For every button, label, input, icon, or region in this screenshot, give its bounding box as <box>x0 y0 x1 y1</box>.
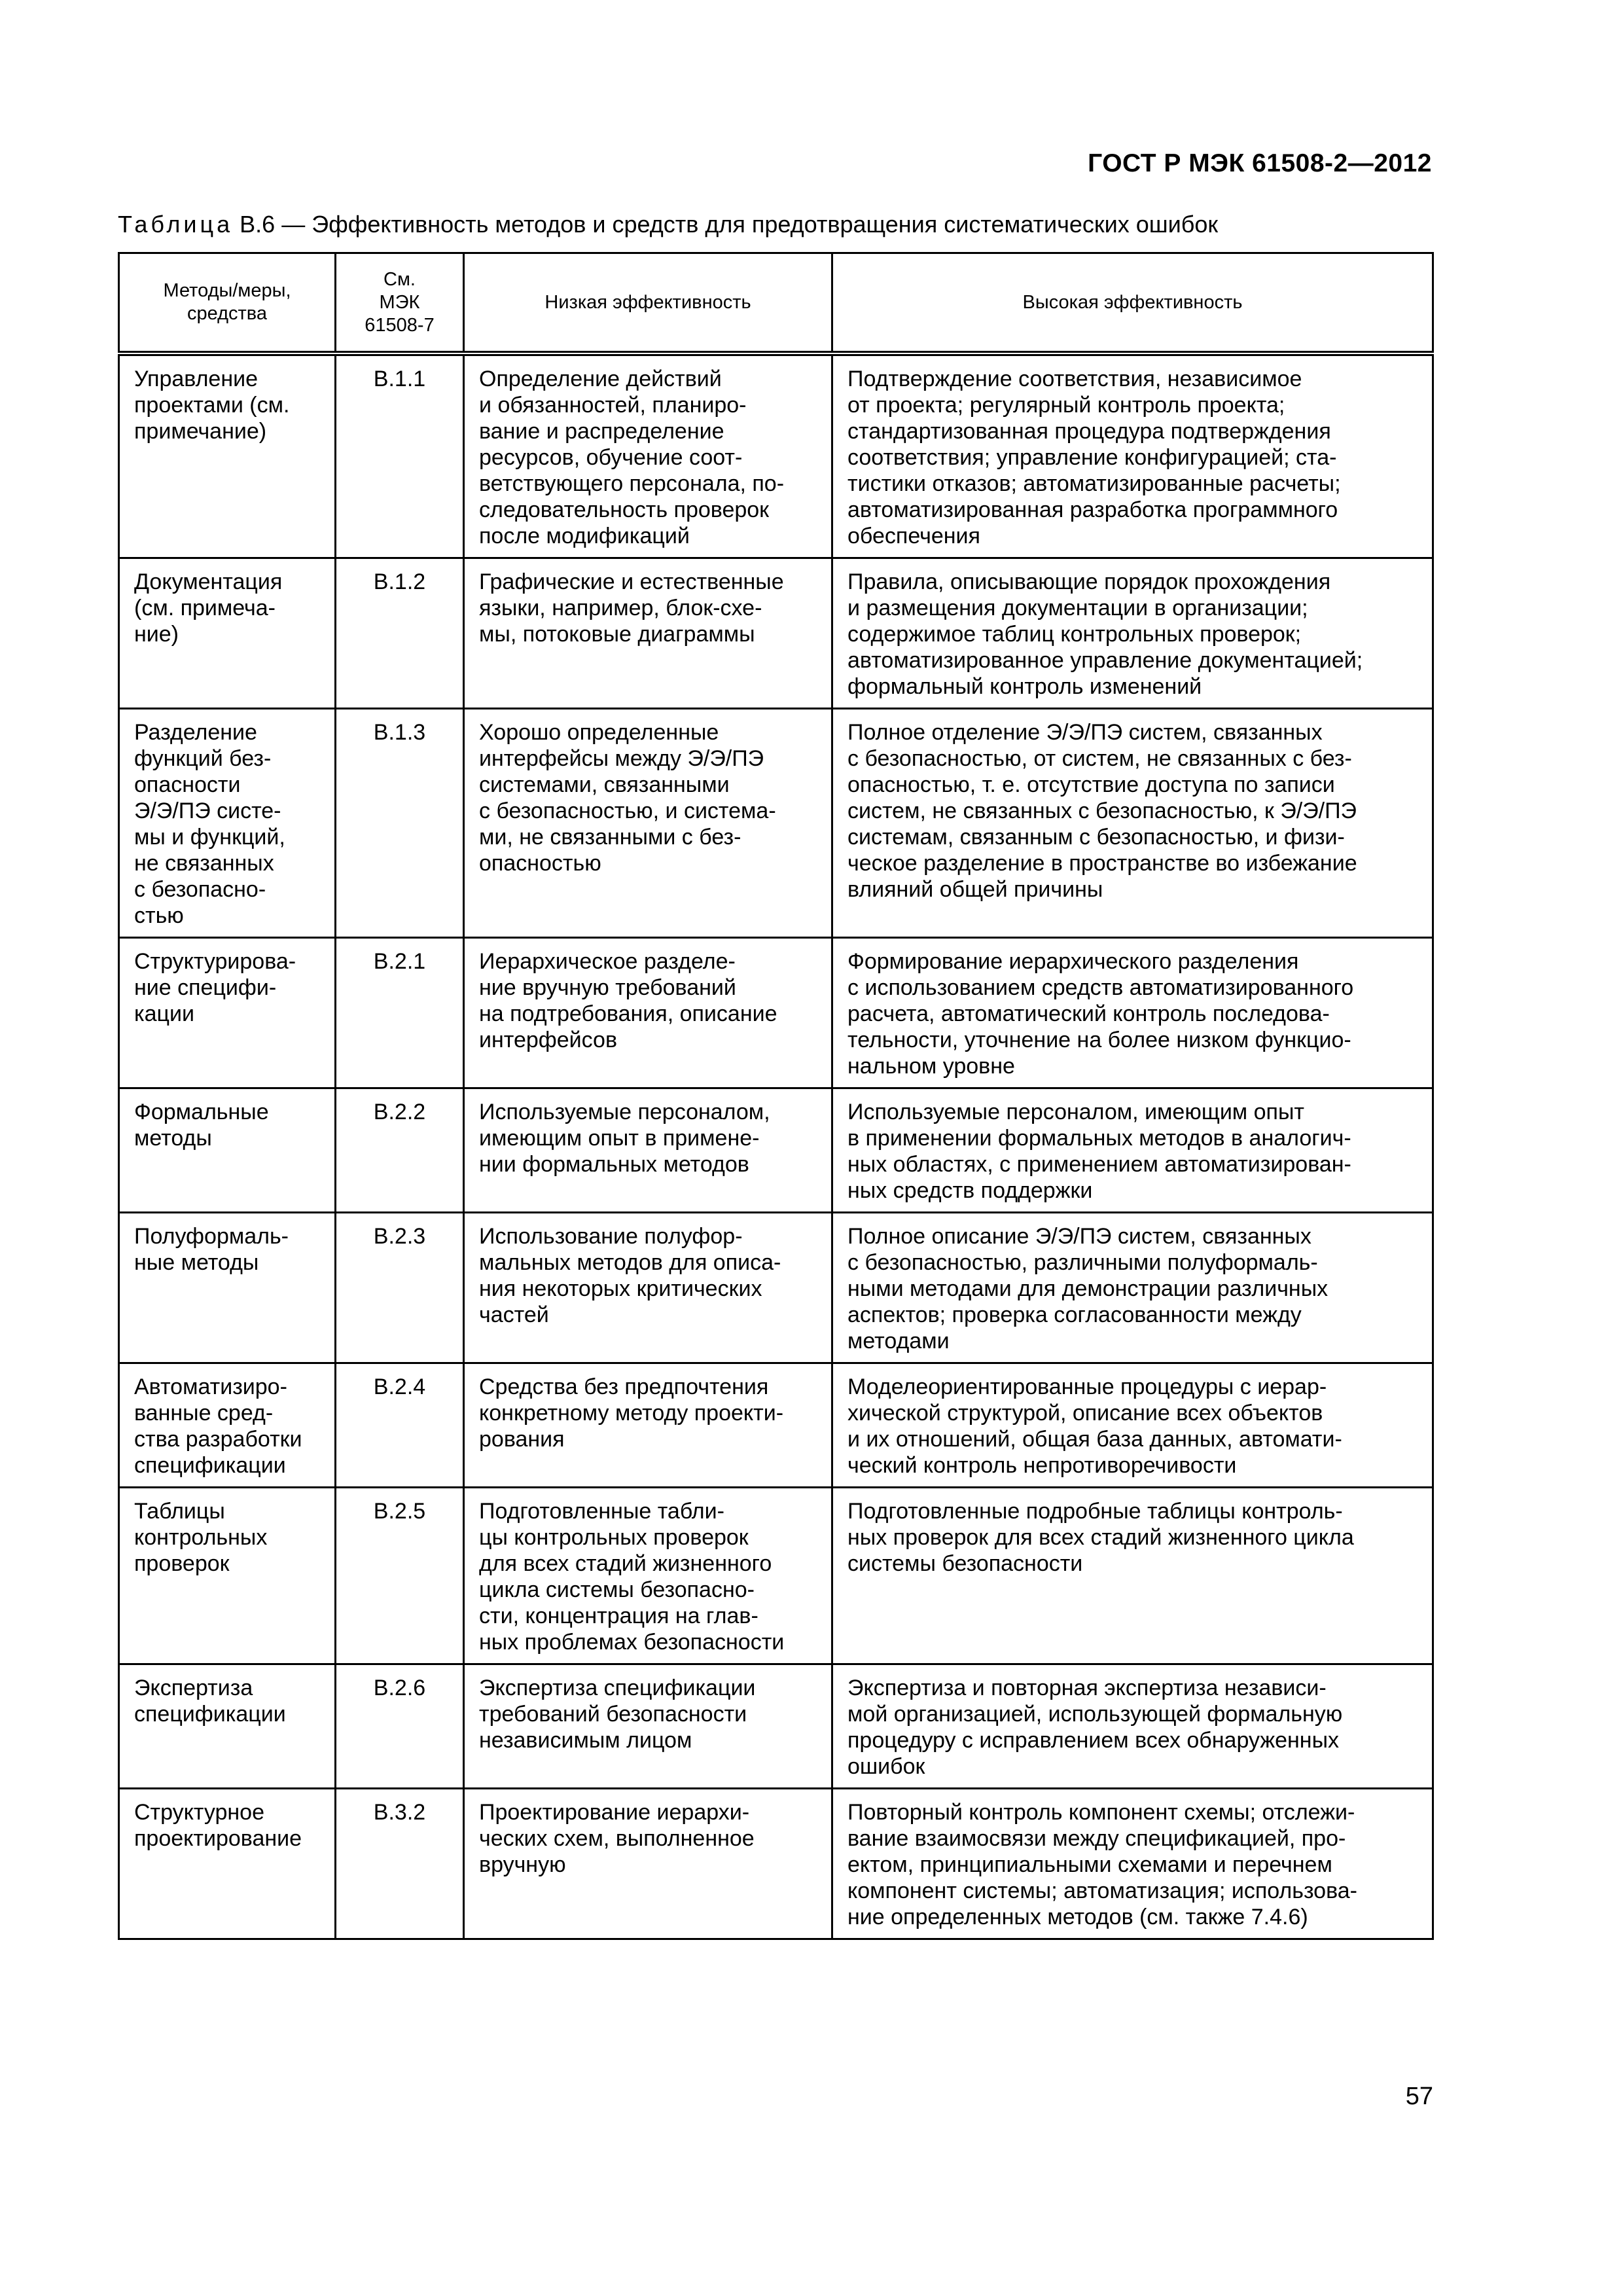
cell-high: Экспертиза и повторная экспертиза независи- мой организацией, использующей формальную процедуру с исправлением всех обнаруженных ошибок <box>832 1664 1433 1789</box>
cell-high: Используемые персоналом, имеющим опыт в применении формальных методов в аналогич- ных областях, с применением автоматизирован- ных средств поддержки <box>832 1088 1433 1213</box>
table-row <box>119 1664 1433 1789</box>
cell-reference: В.2.4 <box>336 1363 464 1488</box>
cell-low: Экспертиза спецификации требований безопасности независимым лицом <box>464 1664 832 1789</box>
cell-high: Полное описание Э/Э/ПЭ систем, связанных с безопасностью, различными полуформаль- ными методами для демонстрации различных аспектов; проверка согласованности между методами <box>832 1213 1433 1363</box>
table-caption-label: Таблица <box>118 211 234 238</box>
table-row <box>119 1363 1433 1488</box>
effectiveness-table <box>118 252 1434 1940</box>
cell-high: Правила, описывающие порядок прохождения и размещения документации в организации; содержимое таблиц контрольных проверок; автоматизированное управление документацией; формальный контроль изменений <box>832 558 1433 709</box>
cell-low: Используемые персоналом, имеющим опыт в примене- нии формальных методов <box>464 1088 832 1213</box>
cell-reference: В.1.2 <box>336 558 464 709</box>
table-row <box>119 709 1433 938</box>
cell-method: Полуформаль- ные методы <box>119 1213 336 1363</box>
header-high-effectiveness: Высокая эффективность <box>832 253 1433 354</box>
cell-low: Проектирование иерархи- ческих схем, выполненное вручную <box>464 1789 832 1939</box>
cell-high: Моделеориентированные процедуры с иерар- хической структурой, описание всех объектов и их отношений, общая база данных, автомати- ческий контроль непротиворечивости <box>832 1363 1433 1488</box>
cell-reference: В.2.6 <box>336 1664 464 1789</box>
cell-reference: В.2.3 <box>336 1213 464 1363</box>
cell-high: Формирование иерархического разделения с использованием средств автоматизированного расчета, автоматический контроль последова- тельности, уточнение на более низком функцио- нальном уровне <box>832 938 1433 1088</box>
header-low-effectiveness: Низкая эффективность <box>464 253 832 354</box>
cell-low: Использование полуфор- мальных методов для описа- ния некоторых критических частей <box>464 1213 832 1363</box>
table-row <box>119 1789 1433 1939</box>
page-number: 57 <box>1405 2083 1433 2110</box>
cell-reference: В.1.1 <box>336 353 464 558</box>
cell-reference: В.1.3 <box>336 709 464 938</box>
table-row <box>119 1488 1433 1664</box>
table-caption <box>118 211 1218 238</box>
cell-method: Автоматизиро- ванные сред- ства разработки спецификации <box>119 1363 336 1488</box>
cell-reference: В.3.2 <box>336 1789 464 1939</box>
cell-method: Документация (см. примеча- ние) <box>119 558 336 709</box>
cell-low: Подготовленные табли- цы контрольных проверок для всех стадий жизненного цикла системы безопасно- сти, концентрация на глав- ных проблемах безопасности <box>464 1488 832 1664</box>
table-row <box>119 353 1433 558</box>
cell-low: Определение действий и обязанностей, планиро- вание и распределение ресурсов, обучение соот- ветствующего персонала, по- следовательность проверок после модификаций <box>464 353 832 558</box>
table-row <box>119 938 1433 1088</box>
cell-reference: В.2.5 <box>336 1488 464 1664</box>
cell-low: Хорошо определенные интерфейсы между Э/Э/ПЭ системами, связанными с безопасностью, и система- ми, не связанными с без- опасностью <box>464 709 832 938</box>
cell-low: Средства без предпочтения конкретному методу проекти- рования <box>464 1363 832 1488</box>
table-row <box>119 558 1433 709</box>
cell-method: Разделение функций без- опасности Э/Э/ПЭ систе- мы и функций, не связанных с безопасно- стью <box>119 709 336 938</box>
cell-high: Подготовленные подробные таблицы контроль- ных проверок для всех стадий жизненного цикла системы безопасности <box>832 1488 1433 1664</box>
cell-reference: В.2.2 <box>336 1088 464 1213</box>
cell-method: Структурирова- ние специфи- кации <box>119 938 336 1088</box>
cell-high: Подтверждение соответствия, независимое от проекта; регулярный контроль проекта; стандартизованная процедура подтверждения соответствия; управление конфигурацией; ста- тистики отказов; автоматизированные расчеты; автоматизированная разработка программного обеспечения <box>832 353 1433 558</box>
header-methods: Методы/меры, средства <box>119 253 336 354</box>
header-reference: См. МЭК 61508-7 <box>336 253 464 354</box>
table-row <box>119 1088 1433 1213</box>
cell-low: Иерархическое разделе- ние вручную требований на подтребования, описание интерфейсов <box>464 938 832 1088</box>
table-header-row <box>119 253 1433 354</box>
cell-method: Управление проектами (см. примечание) <box>119 353 336 558</box>
table-caption-text: В.6 — Эффективность методов и средств для предотвращения систематических ошибок <box>240 211 1219 238</box>
cell-high: Полное отделение Э/Э/ПЭ систем, связанных с безопасностью, от систем, не связанных с без- опасностью, т. е. отсутствие доступа по записи систем, не связанных с безопасностью, к Э/Э/ПЭ системам, связанным с безопасностью, и физи- ческое разделение в пространстве во избежание влияний общей причины <box>832 709 1433 938</box>
cell-low: Графические и естественные языки, например, блок-схе- мы, потоковые диаграммы <box>464 558 832 709</box>
cell-method: Формальные методы <box>119 1088 336 1213</box>
cell-method: Экспертиза спецификации <box>119 1664 336 1789</box>
cell-method: Структурное проектирование <box>119 1789 336 1939</box>
cell-high: Повторный контроль компонент схемы; отслежи- вание взаимосвязи между спецификацией, про- ектом, принципиальными схемами и перечнем компонент системы; автоматизация; использова- ние определенных методов (см. также 7.4.6) <box>832 1789 1433 1939</box>
cell-method: Таблицы контрольных проверок <box>119 1488 336 1664</box>
table-row <box>119 1213 1433 1363</box>
cell-reference: В.2.1 <box>336 938 464 1088</box>
standard-code-header: ГОСТ Р МЭК 61508-2—2012 <box>1088 149 1432 177</box>
